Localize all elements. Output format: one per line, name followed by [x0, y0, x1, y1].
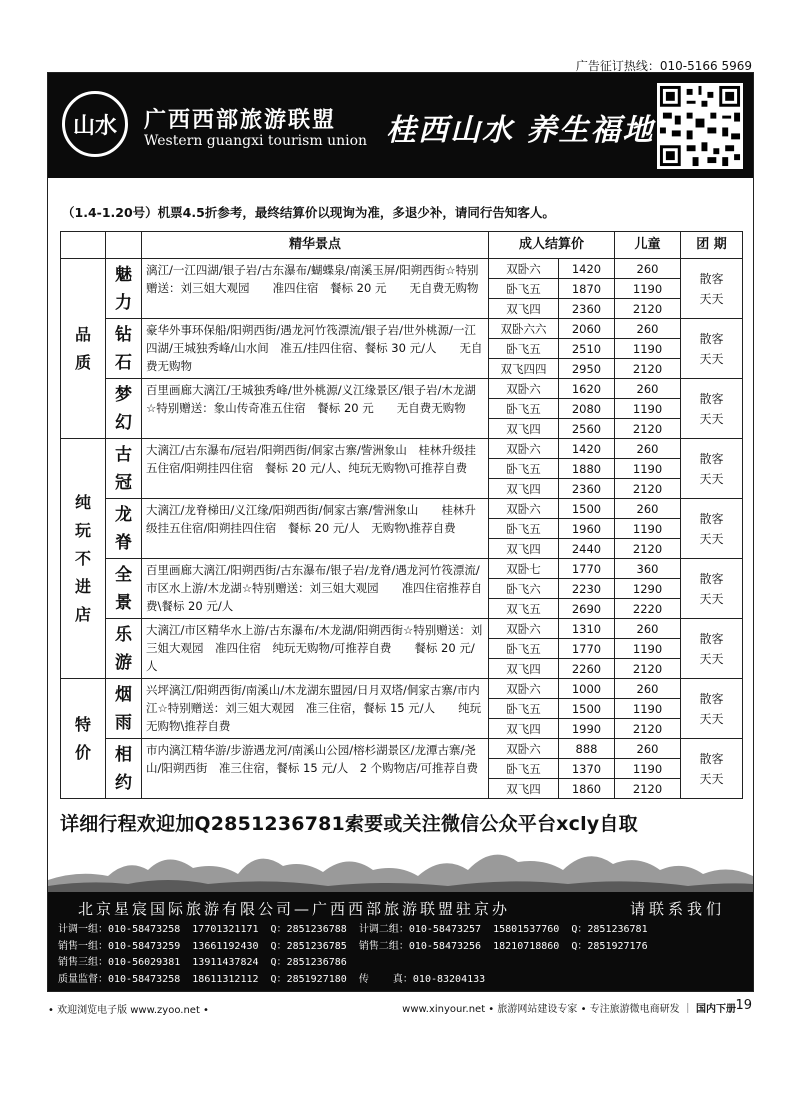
adult-price-cell: 1770: [559, 639, 615, 659]
header-schedule: 团 期: [681, 232, 743, 259]
footer-site-link[interactable]: www.xinyour.net • 旅游网站建设专家 • 专注旅游微电商研发: [402, 1004, 680, 1015]
route-description-cell: 市内漓江精华游/步游遇龙河/南溪山公园/榕杉湖景区/龙潭古寨/尧山/阳朔西街 准三住宿，餐标 15 元/人 2 个购物店/可推荐自费: [142, 739, 489, 799]
route-description-cell: 兴坪漓江/阳朔西街/南溪山/木龙湖东盟园/日月双塔/侗家古寨/市内江☆特别赠送：刘三姐大观园 准三住宿，餐标 15 元/人 纯玩无购物\推荐自费: [142, 679, 489, 739]
table-row: [61, 739, 743, 759]
logo-text: 山水: [72, 112, 117, 139]
child-price-cell: 260: [615, 679, 681, 699]
transport-type-cell: 卧飞五: [489, 459, 559, 479]
adult-price-cell: 1770: [559, 559, 615, 579]
child-price-cell: 1190: [615, 519, 681, 539]
adult-price-cell: 1000: [559, 679, 615, 699]
route-name-cell: 全 景: [106, 559, 142, 619]
adult-price-cell: 1960: [559, 519, 615, 539]
category-cell: 品 质: [61, 259, 106, 439]
transport-type-cell: 双卧六: [489, 259, 559, 279]
route-name-cell: 梦 幻: [106, 379, 142, 439]
transport-type-cell: 卧飞五: [489, 279, 559, 299]
schedule-cell: 散客 天天: [681, 259, 743, 319]
child-price-cell: 2120: [615, 479, 681, 499]
child-price-cell: 1190: [615, 279, 681, 299]
table-row: [61, 319, 743, 339]
adult-price-cell: 2260: [559, 659, 615, 679]
child-price-cell: 260: [615, 499, 681, 519]
transport-type-cell: 双飞四: [489, 299, 559, 319]
adult-price-cell: 1880: [559, 459, 615, 479]
route-description-cell: 豪华外事环保船/阳朔西街/遇龙河竹筏漂流/银子岩/世外桃源/一江四湖/王城独秀峰/山水间 准五/挂四住宿、餐标 30 元/人 无自费无购物: [142, 319, 489, 379]
route-description-cell: 大漓江/龙脊梯田/义江缘/阳朔西街/侗家古寨/訾洲象山 桂林升级挂五住宿/阳朔挂四住宿 餐标 20 元/人 无购物\推荐自费: [142, 499, 489, 559]
transport-type-cell: 双卧六: [489, 379, 559, 399]
child-price-cell: 2120: [615, 779, 681, 799]
child-price-cell: 2120: [615, 659, 681, 679]
table-row: [61, 619, 743, 639]
schedule-cell: 散客 天天: [681, 439, 743, 499]
transport-type-cell: 双飞五: [489, 599, 559, 619]
transport-type-cell: 卧飞五: [489, 699, 559, 719]
org-name-en: Western guangxi tourism union: [144, 133, 368, 149]
adult-price-cell: 2080: [559, 399, 615, 419]
transport-type-cell: 双卧六: [489, 619, 559, 639]
footer-site: www.xinyour.net • 旅游网站建设专家 • 专注旅游微电商研发 ｜ 国内下册: [402, 1004, 736, 1015]
adult-price-cell: 2510: [559, 339, 615, 359]
category-cell: 特 价: [61, 679, 106, 799]
table-row: [61, 499, 743, 519]
adult-price-cell: 1500: [559, 499, 615, 519]
adult-price-cell: 1500: [559, 699, 615, 719]
transport-type-cell: 卧飞五: [489, 759, 559, 779]
table-header-row: [61, 232, 743, 259]
route-name-cell: 钻 石: [106, 319, 142, 379]
contact-us-label: 请联系我们: [629, 900, 725, 918]
adult-price-cell: 888: [559, 739, 615, 759]
adult-price-cell: 1860: [559, 779, 615, 799]
contact-rows: [58, 922, 648, 988]
route-name-cell: 相 约: [106, 739, 142, 799]
contact-block: [48, 892, 753, 991]
transport-type-cell: 双卧六: [489, 679, 559, 699]
route-description-cell: 大漓江/市区精华水上游/古东瀑布/木龙湖/阳朔西街☆特别赠送：刘三姐大观园 准四住宿 纯玩无购物/可推荐自费 餐标 20 元/人: [142, 619, 489, 679]
child-price-cell: 1190: [615, 459, 681, 479]
ad-hotline: 广告征订热线：010-5166 5969: [575, 59, 752, 73]
schedule-cell: 散客 天天: [681, 499, 743, 559]
child-price-cell: 1290: [615, 579, 681, 599]
contact-row: 质量监督：010-58473258 18611312112 Q：2851927180 传 真：010-83204133: [58, 973, 486, 985]
child-price-cell: 2120: [615, 539, 681, 559]
company-name: 北京星宸国际旅游有限公司—广西西部旅游联盟驻京办: [78, 900, 511, 918]
adult-price-cell: 1990: [559, 719, 615, 739]
schedule-cell: 散客 天天: [681, 739, 743, 799]
adult-price-cell: 2440: [559, 539, 615, 559]
child-price-cell: 260: [615, 379, 681, 399]
child-price-cell: 2120: [615, 299, 681, 319]
child-price-cell: 1190: [615, 339, 681, 359]
logo-icon: [62, 91, 128, 157]
cta-line: 详细行程欢迎加Q2851236781索要或关注微信公众平台xcly自取: [60, 813, 638, 835]
transport-type-cell: 双卧六六: [489, 319, 559, 339]
schedule-cell: 散客 天天: [681, 619, 743, 679]
transport-type-cell: 双飞四四: [489, 359, 559, 379]
transport-type-cell: 双飞四: [489, 659, 559, 679]
child-price-cell: 260: [615, 439, 681, 459]
child-price-cell: 2220: [615, 599, 681, 619]
transport-type-cell: 双飞四: [489, 719, 559, 739]
adult-price-cell: 2560: [559, 419, 615, 439]
route-name-cell: 古 冠: [106, 439, 142, 499]
route-description-cell: 大漓江/古东瀑布/冠岩/阳朔西街/侗家古寨/訾洲象山 桂林升级挂五住宿/阳朔挂四住宿 餐标 20 元/人、纯玩无购物\可推荐自费: [142, 439, 489, 499]
transport-type-cell: 双飞四: [489, 539, 559, 559]
table-row: [61, 439, 743, 459]
child-price-cell: 2120: [615, 419, 681, 439]
table-row: [61, 259, 743, 279]
child-price-cell: 1190: [615, 759, 681, 779]
price-notice: （1.4-1.20号）机票4.5折参考，最终结算价以现询为准，多退少补，请同行告知客人。: [62, 205, 555, 220]
child-price-cell: 1190: [615, 399, 681, 419]
adult-price-cell: 1870: [559, 279, 615, 299]
slogan: 桂西山水 养生福地: [386, 113, 655, 148]
route-name-cell: 龙 脊: [106, 499, 142, 559]
transport-type-cell: 双卧六: [489, 439, 559, 459]
child-price-cell: 2120: [615, 719, 681, 739]
child-price-cell: 260: [615, 259, 681, 279]
mountain-scenery-icon: [48, 840, 753, 892]
route-description-cell: 漓江/一江四湖/银子岩/古东瀑布/蝴蝶泉/南溪玉屏/阳朔西街☆特别赠送：刘三姐大观园 准四住宿 餐标 20 元 无自费无购物: [142, 259, 489, 319]
adult-price-cell: 1420: [559, 439, 615, 459]
transport-type-cell: 卧飞五: [489, 339, 559, 359]
adult-price-cell: 2060: [559, 319, 615, 339]
category-cell: 纯 玩 不 进 店: [61, 439, 106, 679]
adult-price-cell: 1620: [559, 379, 615, 399]
route-description-cell: 百里画廊大漓江/王城独秀峰/世外桃源/义江缘景区/银子岩/木龙湖☆特别赠送：象山传奇准五住宿 餐标 20 元 无自费无购物: [142, 379, 489, 439]
adult-price-cell: 2230: [559, 579, 615, 599]
header-spots: 精华景点: [142, 232, 489, 259]
transport-type-cell: 卧飞五: [489, 399, 559, 419]
adult-price-cell: 1420: [559, 259, 615, 279]
schedule-cell: 散客 天天: [681, 319, 743, 379]
page-number: 19: [735, 998, 752, 1013]
adult-price-cell: 1370: [559, 759, 615, 779]
route-description-cell: 百里画廊大漓江/阳朔西街/古东瀑布/银子岩/龙脊/遇龙河竹筏漂流/市区水上游/木龙湖☆特别赠送：刘三姐大观园 准四住宿推荐自费\餐标 20 元/人: [142, 559, 489, 619]
transport-type-cell: 双飞四: [489, 479, 559, 499]
child-price-cell: 1190: [615, 639, 681, 659]
transport-type-cell: 卧飞五: [489, 519, 559, 539]
adult-price-cell: 2950: [559, 359, 615, 379]
transport-type-cell: 双飞四: [489, 419, 559, 439]
child-price-cell: 1190: [615, 699, 681, 719]
adult-price-cell: 2360: [559, 479, 615, 499]
table-row: [61, 379, 743, 399]
contact-row: 计调一组：010-58473258 17701321171 Q：2851236788 计调二组：010-58473257 15801537760 Q：2851236781: [58, 924, 648, 935]
transport-type-cell: 双卧六: [489, 739, 559, 759]
transport-type-cell: 双卧七: [489, 559, 559, 579]
transport-type-cell: 卧飞五: [489, 639, 559, 659]
child-price-cell: 360: [615, 559, 681, 579]
qr-code-icon[interactable]: [657, 83, 743, 169]
schedule-cell: 散客 天天: [681, 379, 743, 439]
adult-price-cell: 2690: [559, 599, 615, 619]
adult-price-cell: 2360: [559, 299, 615, 319]
route-name-cell: 烟 雨: [106, 679, 142, 739]
footer-section: 国内下册: [696, 1004, 736, 1015]
transport-type-cell: 双卧六: [489, 499, 559, 519]
header-banner: [48, 73, 753, 178]
child-price-cell: 260: [615, 319, 681, 339]
header-cat: [61, 232, 106, 259]
org-name-cn: 广西西部旅游联盟: [144, 107, 337, 133]
route-name-cell: 魅 力: [106, 259, 142, 319]
contact-row: 销售一组：010-58473259 13661192430 Q：2851236785 销售二组：010-58473256 18210718860 Q：2851927176: [58, 940, 648, 952]
price-table: [60, 231, 743, 799]
child-price-cell: 260: [615, 619, 681, 639]
contact-row: 销售三组：010-56029381 13911437824 Q：2851236786: [58, 957, 347, 968]
schedule-cell: 散客 天天: [681, 679, 743, 739]
table-row: [61, 559, 743, 579]
header-sub: [106, 232, 142, 259]
header-child: 儿童: [615, 232, 681, 259]
transport-type-cell: 双飞四: [489, 779, 559, 799]
schedule-cell: 散客 天天: [681, 559, 743, 619]
child-price-cell: 260: [615, 739, 681, 759]
footer-ebook-link[interactable]: • 欢迎浏览电子版 www.zyoo.net •: [48, 1005, 209, 1016]
header-adult: 成人结算价: [489, 232, 615, 259]
adult-price-cell: 1310: [559, 619, 615, 639]
route-name-cell: 乐 游: [106, 619, 142, 679]
transport-type-cell: 卧飞六: [489, 579, 559, 599]
table-row: [61, 679, 743, 699]
child-price-cell: 2120: [615, 359, 681, 379]
